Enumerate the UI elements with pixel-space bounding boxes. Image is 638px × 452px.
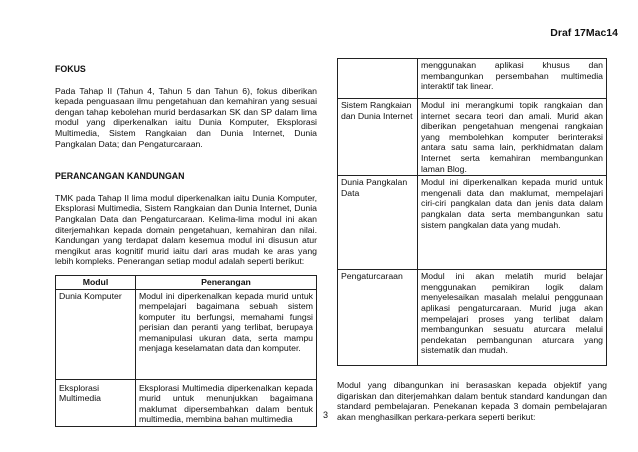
fokus-heading: FOKUS <box>55 64 86 74</box>
penerangan-cell: Modul ini merangkumi topik rangkaian dan internet secara teori dan amali. Murid akan diberikan pengetahuan mengenai rangkaian yang membolehkan komputer berinteraksi antara satu sama lain, perkhidmatan dalam Internet serta kemahiran membangunkan laman Blog. <box>418 99 607 176</box>
modul-cell: Pengaturcaraan <box>338 270 418 366</box>
perancangan-paragraph: TMK pada Tahap II lima modul diperkenalkan iaitu Dunia Komputer, Eksplorasi Multimedia, Sistem Rangkaian dan Dunia Internet, Dunia Pangkalan Data dan Pengaturcaraan. Kelima-lima modul ini akan diterjemahkan kepada domain pengetahuan, kemahiran dan nilai. Kandungan yang terdapat dalam kesemua modul ini disusun atur mengikut aras kognitif murid iaitu dari aras mudah ke aras yang lebih kompleks. Penerangan setiap modul adalah seperti berikut: <box>55 192 317 267</box>
perancangan-heading: PERANCANGAN KANDUNGAN <box>55 171 185 182</box>
fokus-paragraph: Pada Tahap II (Tahun 4, Tahun 5 dan Tahun 6), fokus diberikan kepada penguasaan ilmu pengetahuan dan kemahiran yang sesuai dengan tahap kebolehan murid berdasarkan SK dan SP dalam lima modul yang diperkenalkan iaitu Dunia Komputer, Eksplorasi Multimedia, Sistem Rangkaian dan Dunia Internet, Dunia Pangkalan Data; dan Pengaturcaraan. <box>55 85 317 149</box>
penerangan-cell: Modul ini diperkenalkan kepada murid untuk mengenali data dan maklumat, mempelajari ciri-ciri pangkalan data dan jenis data dalam pangkalan data serta membangunkan satu sistem pangkalan data yang mudah. <box>418 176 607 270</box>
table-row <box>338 59 607 99</box>
col-header-penerangan: Penerangan <box>136 275 317 289</box>
right-column <box>337 58 607 423</box>
modul-cell: Dunia Pangkalan Data <box>338 176 418 270</box>
left-column <box>55 64 317 427</box>
table-row <box>338 176 607 270</box>
modul-table-left <box>55 275 317 427</box>
table-row <box>338 270 607 366</box>
table-row <box>56 289 317 379</box>
draft-label: Draf 17Mac14 <box>550 27 618 39</box>
penerangan-cell: Modul ini diperkenalkan kepada murid untuk mempelajari bagaimana sebuah sistem komputer itu berfungsi, memahami fungsi perisian dan peranti yang terlibat, berupaya memanipulasi ukuran data, serta mampu menjaga keselamatan data dan komputer. <box>136 289 317 379</box>
penerangan-cell: Modul ini akan melatih murid belajar menggunakan pemikiran logik dalam menyelesaikan masalah melalui penggunaan aplikasi pengaturcaraan. Murid juga akan mempelajari proses yang terlibat dalam membangunkan sesuatu aturcara melalui pendekatan pembangunan aturcara yang sistematik dan mudah. <box>418 270 607 366</box>
page-number: 3 <box>323 410 329 420</box>
modul-cell: Sistem Rangkaian dan Dunia Internet <box>338 99 418 176</box>
table-row <box>338 99 607 176</box>
col-header-modul: Modul <box>56 275 136 289</box>
modul-cell: Dunia Komputer <box>56 289 136 379</box>
penerangan-cell: Eksplorasi Multimedia diperkenalkan kepada murid untuk menunjukkan bagaimana maklumat dipersembahkan dalam bentuk multimedia, membina bahan multimedia <box>136 379 317 426</box>
table-row <box>56 379 317 426</box>
modul-cell: Eksplorasi Multimedia <box>56 379 136 426</box>
modul-cell <box>338 59 418 99</box>
modul-table-right <box>337 58 607 366</box>
table-header-row <box>56 275 317 289</box>
closing-paragraph: Modul yang dibangunkan ini berasaskan kepada objektif yang digariskan dan diterjemahkan dalam bentuk standard kandungan dan standard pembelajaran. Penekanan kepada 3 domain pembelajaran akan menghasilkan perkara-perkara seperti berikut: <box>337 380 607 422</box>
penerangan-cell: menggunakan aplikasi khusus dan membangunkan persembahan multimedia interaktif tak linear. <box>418 59 607 99</box>
